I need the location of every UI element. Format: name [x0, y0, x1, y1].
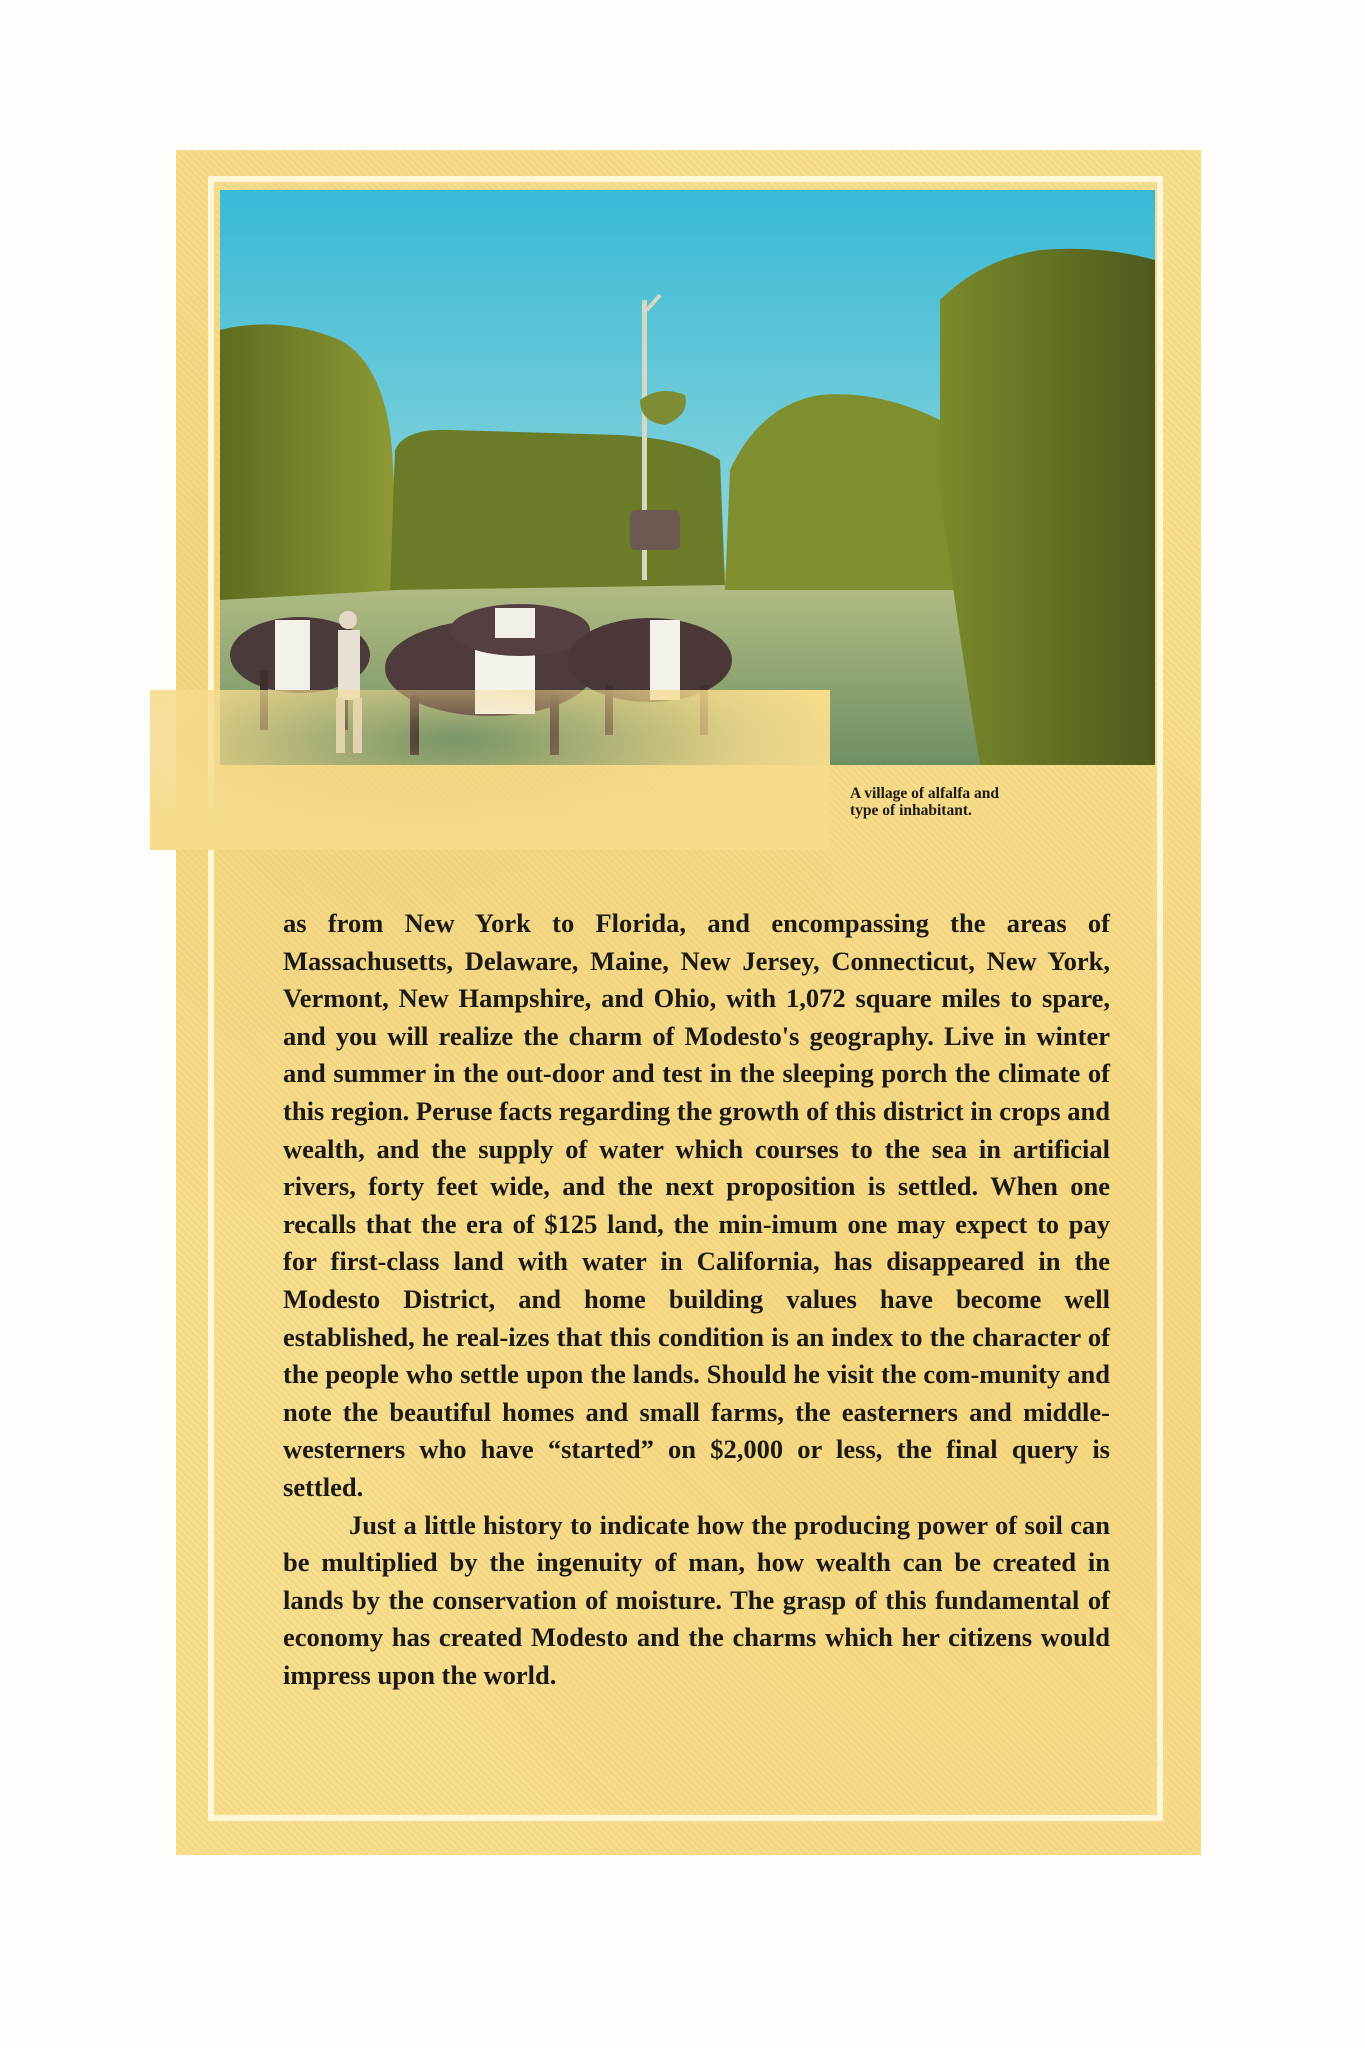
paragraph-2: Just a little history to indicate how the producing power of soil can be multiplied by the ingenuity of man, how wealth can be created in lands by the conservation of moisture. The grasp of this fundamental of economy has created Modesto and the charms which her citizens would impress upon the world. [283, 1509, 1110, 1690]
alfalfa-photo [220, 190, 1155, 765]
haystack-far-right [940, 249, 1155, 765]
photo-caption [850, 785, 1110, 819]
caption-line-1: A village of alfalfa and [850, 785, 999, 802]
photo-vignette [150, 690, 830, 850]
caption-line-2: type of inhabitant. [850, 802, 972, 819]
haystack-middle [390, 430, 725, 590]
paragraph-1: as from New York to Florida, and encompassing the areas of Massachusetts, Delaware, Maine, New Jersey, Connecticut, New York, Vermont, New Hampshire, and Ohio, with 1,072 square miles to spare, and you will realize the charm of Modesto's geography. Live in winter and summer in the out-door and test in the sleeping porch the climate of this region. Peruse facts regarding the growth of this district in crops and wealth, and the supply of water which courses to the sea in artificial rivers, forty feet wide, and the next proposition is settled. When one recalls that the era of $125 land, the min-imum one may expect to pay for first-class land with water in California, has disappeared in the Modesto District, and home building values have become well established, he real-izes that this condition is an index to the character of the people who settle upon the lands. Should he visit the com-munity and note the beautiful homes and small farms, the easterners and middle-westerners who have “started” on $2,000 or less, the final query is settled. [283, 908, 1110, 1502]
horse-team [630, 510, 680, 550]
body-text [283, 905, 1110, 1694]
